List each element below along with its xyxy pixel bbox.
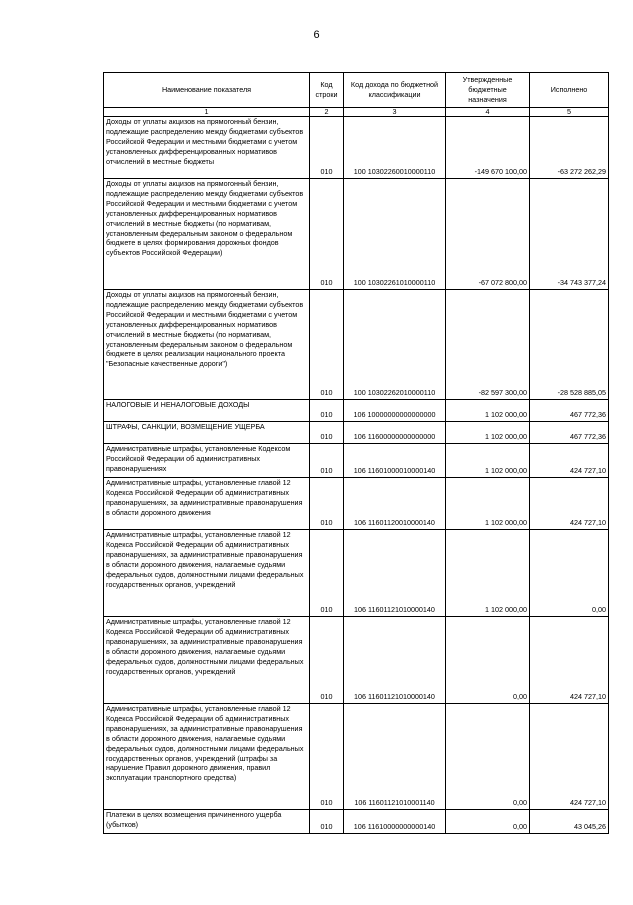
table-row (104, 478, 609, 530)
table-row (104, 617, 609, 704)
table-row (104, 810, 609, 834)
row-executed: 467 772,36 (530, 400, 609, 422)
column-number: 4 (446, 108, 530, 117)
row-code: 010 (310, 422, 344, 444)
row-executed: 424 727,10 (530, 704, 609, 810)
row-income-code: 100 10302262010000110 (344, 290, 446, 400)
column-number: 3 (344, 108, 446, 117)
row-income-code: 106 10000000000000000 (344, 400, 446, 422)
row-approved: 0,00 (446, 704, 530, 810)
row-income-code: 100 10302261010000110 (344, 179, 446, 290)
header-executed: Исполнено (530, 73, 609, 108)
row-executed: 424 727,10 (530, 617, 609, 704)
row-name: Административные штрафы, установленные главой 12 Кодекса Российской Федерации об административных правонарушениях, за административные правонарушения в области дорожного движения (104, 478, 310, 530)
row-name: НАЛОГОВЫЕ И НЕНАЛОГОВЫЕ ДОХОДЫ (104, 400, 310, 422)
row-approved: -82 597 300,00 (446, 290, 530, 400)
column-numbers-row (104, 108, 609, 117)
row-name: Доходы от уплаты акцизов на прямогонный бензин, подлежащие распределению между бюджетами субъектов Российской Федерации и местными бюджетами с учетом установленных дифференцированных нормативов отчислений в местные бюджеты (по нормативам, установленным федеральным законом о федеральном бюджете в целях формирования дорожных фондов субъектов Российской Федерации) (104, 179, 310, 290)
row-name: Административные штрафы, установленные главой 12 Кодекса Российской Федерации об административных правонарушениях, за административные правонарушения в области дорожного движения, налагаемые судьями федеральных судов, должностными лицами федеральных государственных органов, учреждений (104, 530, 310, 617)
row-income-code: 106 11600000000000000 (344, 422, 446, 444)
row-executed: 0,00 (530, 530, 609, 617)
row-name: Административные штрафы, установленные главой 12 Кодекса Российской Федерации об административных правонарушениях, за административные правонарушения в области дорожного движения, налагаемые судьями федеральных судов, должностными лицами федеральных государственных органов, учреждений (104, 617, 310, 704)
row-code: 010 (310, 400, 344, 422)
table-row (104, 422, 609, 444)
header-name: Наименование показателя (104, 73, 310, 108)
table-row (104, 117, 609, 179)
header-approved: Утвержденные бюджетные назначения (446, 73, 530, 108)
row-code: 010 (310, 444, 344, 478)
row-approved: -149 670 100,00 (446, 117, 530, 179)
table-row (104, 704, 609, 810)
row-income-code: 106 11610000000000140 (344, 810, 446, 834)
row-executed: -34 743 377,24 (530, 179, 609, 290)
row-approved: 0,00 (446, 810, 530, 834)
table-row (104, 444, 609, 478)
row-approved: 1 102 000,00 (446, 478, 530, 530)
column-number: 2 (310, 108, 344, 117)
row-executed: -28 528 885,05 (530, 290, 609, 400)
row-name: Доходы от уплаты акцизов на прямогонный бензин, подлежащие распределению между бюджетами субъектов Российской Федерации и местными бюджетами с учетом установленных дифференцированных нормативов отчислений в местные бюджеты (по нормативам, установленным федеральным законом о федеральном бюджете в целях реализации национального проекта "Безопасные качественные дороги") (104, 290, 310, 400)
budget-table (103, 72, 609, 834)
table-header-row (104, 73, 609, 108)
table-row (104, 179, 609, 290)
row-code: 010 (310, 117, 344, 179)
page-number: 6 (313, 29, 320, 41)
row-executed: 424 727,10 (530, 444, 609, 478)
row-income-code: 100 10302260010000110 (344, 117, 446, 179)
row-code: 010 (310, 478, 344, 530)
column-number: 1 (104, 108, 310, 117)
row-name: Административные штрафы, установленные Кодексом Российской Федерации об административных правонарушениях (104, 444, 310, 478)
row-approved: 1 102 000,00 (446, 400, 530, 422)
header-income-code: Код дохода по бюджетной классификации (344, 73, 446, 108)
row-name: Административные штрафы, установленные главой 12 Кодекса Российской Федерации об административных правонарушениях, за административные правонарушения в области дорожного движения, налагаемые судьями федеральных судов, должностными лицами федеральных государственных органов, учреждений (штрафы за нарушение Правил дорожного движения, правил эксплуатации транспортного средства) (104, 704, 310, 810)
row-income-code: 106 11601120010000140 (344, 478, 446, 530)
table-row (104, 290, 609, 400)
row-code: 010 (310, 810, 344, 834)
row-income-code: 106 11601121010000140 (344, 617, 446, 704)
row-approved: 1 102 000,00 (446, 444, 530, 478)
row-name: Доходы от уплаты акцизов на прямогонный бензин, подлежащие распределению между бюджетами субъектов Российской Федерации и местными бюджетами с учетом установленных дифференцированных нормативов отчислений в местные бюджеты (104, 117, 310, 179)
column-number: 5 (530, 108, 609, 117)
row-executed: 467 772,36 (530, 422, 609, 444)
row-code: 010 (310, 179, 344, 290)
row-code: 010 (310, 290, 344, 400)
header-code: Код строки (310, 73, 344, 108)
row-name: ШТРАФЫ, САНКЦИИ, ВОЗМЕЩЕНИЕ УЩЕРБА (104, 422, 310, 444)
row-code: 010 (310, 704, 344, 810)
row-name: Платежи в целях возмещения причиненного ущерба (убытков) (104, 810, 310, 834)
row-income-code: 106 11601000010000140 (344, 444, 446, 478)
row-approved: -67 072 800,00 (446, 179, 530, 290)
row-approved: 1 102 000,00 (446, 422, 530, 444)
table-row (104, 530, 609, 617)
row-executed: 424 727,10 (530, 478, 609, 530)
row-income-code: 106 11601121010000140 (344, 530, 446, 617)
row-income-code: 106 11601121010001140 (344, 704, 446, 810)
row-approved: 0,00 (446, 617, 530, 704)
row-code: 010 (310, 617, 344, 704)
row-code: 010 (310, 530, 344, 617)
row-approved: 1 102 000,00 (446, 530, 530, 617)
row-executed: -63 272 262,29 (530, 117, 609, 179)
row-executed: 43 045,26 (530, 810, 609, 834)
table-row (104, 400, 609, 422)
